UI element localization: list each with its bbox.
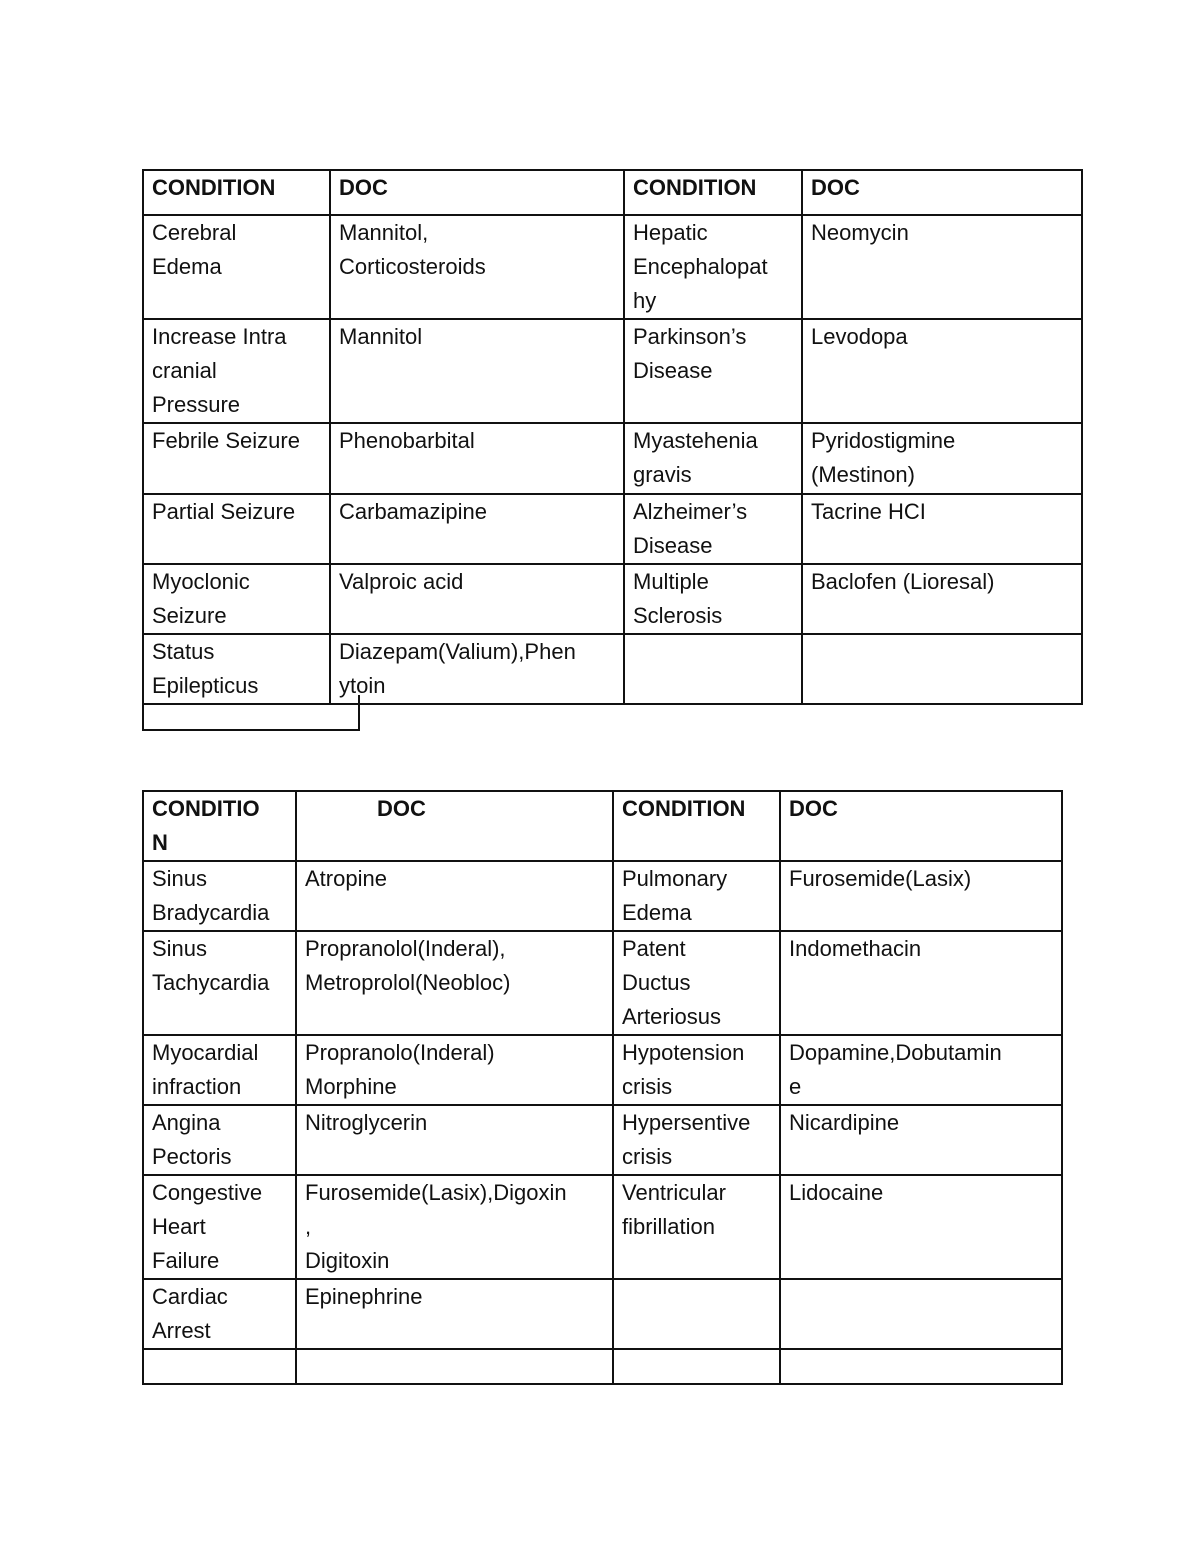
table-row [143, 931, 1062, 1035]
table-cell: Patent Ductus Arteriosus [613, 931, 780, 1035]
table-cell: Pulmonary Edema [613, 861, 780, 931]
header-condition: CONDITION [624, 170, 802, 215]
table-cell: Multiple Sclerosis [624, 564, 802, 634]
table-cell: Angina Pectoris [143, 1105, 296, 1175]
table-cell [613, 1349, 780, 1384]
table-row [143, 1279, 1062, 1349]
table-cell: Nicardipine [780, 1105, 1062, 1175]
table-cell: Baclofen (Lioresal) [802, 564, 1082, 634]
table-row [143, 634, 1082, 704]
table-cell: Furosemide(Lasix),Digoxin , Digitoxin [296, 1175, 613, 1279]
header-condition: CONDITIO N [143, 791, 296, 861]
table-cell: Nitroglycerin [296, 1105, 613, 1175]
table-cell [624, 634, 802, 704]
table-row [143, 215, 1082, 319]
table-cell: Phenobarbital [330, 423, 624, 494]
table-cell: Valproic acid [330, 564, 624, 634]
table-cell: Ventricular fibrillation [613, 1175, 780, 1279]
header-doc: DOC [802, 170, 1082, 215]
empty-box [142, 695, 360, 731]
table-row [143, 564, 1082, 634]
header-condition: CONDITION [613, 791, 780, 861]
cardio-conditions-table [142, 790, 1063, 1385]
table-cell [296, 1349, 613, 1384]
table-cell: Cerebral Edema [143, 215, 330, 319]
table-cell: Tacrine HCI [802, 494, 1082, 564]
table-cell [780, 1279, 1062, 1349]
table-cell: Myocardial infraction [143, 1035, 296, 1105]
table-cell: Myastehenia gravis [624, 423, 802, 494]
table-cell [802, 634, 1082, 704]
table-cell: Status Epilepticus [143, 634, 330, 704]
table-cell: Congestive Heart Failure [143, 1175, 296, 1279]
table-cell: Atropine [296, 861, 613, 931]
table-cell: Lidocaine [780, 1175, 1062, 1279]
table-row [143, 423, 1082, 494]
table-cell: Pyridostigmine (Mestinon) [802, 423, 1082, 494]
table-cell: Mannitol, Corticosteroids [330, 215, 624, 319]
table-cell: Sinus Tachycardia [143, 931, 296, 1035]
table-cell: Partial Seizure [143, 494, 330, 564]
table-header-row [143, 170, 1082, 215]
table-cell: Parkinson’s Disease [624, 319, 802, 423]
header-doc: DOC [296, 791, 613, 861]
table-cell: Indomethacin [780, 931, 1062, 1035]
table-cell: Hepatic Encephalopat hy [624, 215, 802, 319]
table-row [143, 1349, 1062, 1384]
table-row [143, 861, 1062, 931]
table-cell [613, 1279, 780, 1349]
neuro-conditions-table [142, 169, 1083, 705]
table-cell: Levodopa [802, 319, 1082, 423]
table-cell: Myoclonic Seizure [143, 564, 330, 634]
table-row [143, 319, 1082, 423]
table-cell: Dopamine,Dobutamin e [780, 1035, 1062, 1105]
table-header-row [143, 791, 1062, 861]
header-condition: CONDITION [143, 170, 330, 215]
table-row [143, 494, 1082, 564]
header-doc: DOC [780, 791, 1062, 861]
table-cell: Alzheimer’s Disease [624, 494, 802, 564]
table-cell: Furosemide(Lasix) [780, 861, 1062, 931]
table-cell: Increase Intra cranial Pressure [143, 319, 330, 423]
table-cell: Neomycin [802, 215, 1082, 319]
table-cell: Propranolo(Inderal) Morphine [296, 1035, 613, 1105]
table-cell: Febrile Seizure [143, 423, 330, 494]
table-row [143, 1105, 1062, 1175]
table-cell: Sinus Bradycardia [143, 861, 296, 931]
table-cell [780, 1349, 1062, 1384]
table-cell: Hypotension crisis [613, 1035, 780, 1105]
table-cell: Mannitol [330, 319, 624, 423]
table-row [143, 1175, 1062, 1279]
table-cell [143, 1349, 296, 1384]
header-doc: DOC [330, 170, 624, 215]
table-cell: Cardiac Arrest [143, 1279, 296, 1349]
table-cell: Carbamazipine [330, 494, 624, 564]
table-cell: Propranolol(Inderal), Metroprolol(Neobloc) [296, 931, 613, 1035]
table-cell: Diazepam(Valium),Phen ytoin [330, 634, 624, 704]
table-row [143, 1035, 1062, 1105]
table-cell: Epinephrine [296, 1279, 613, 1349]
table-cell: Hypersentive crisis [613, 1105, 780, 1175]
